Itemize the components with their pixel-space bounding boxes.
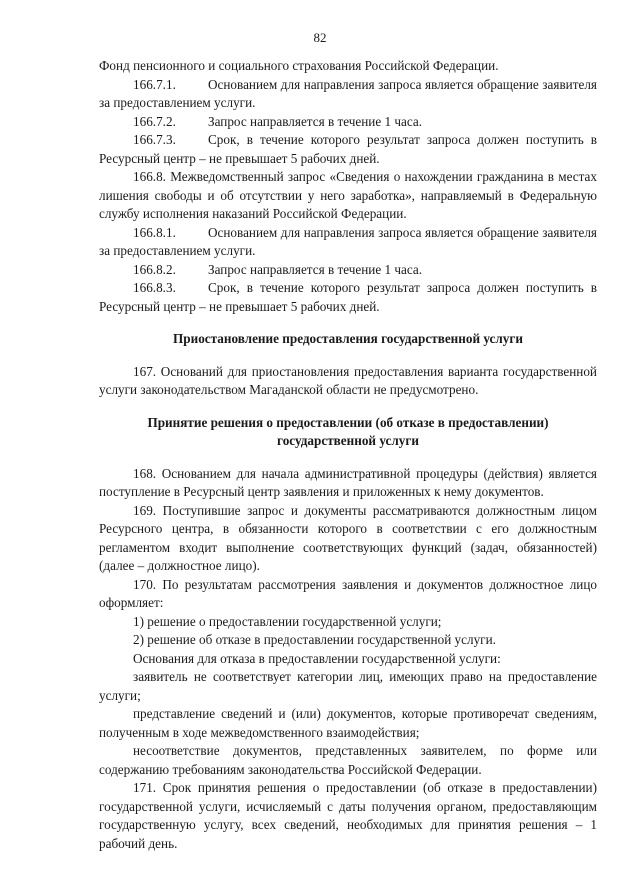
list-item-decision-grant: 1) решение о предоставлении государственной услуги; [133,613,442,629]
paragraph-170: 170. По результатам рассмотрения заявления и документов должностное лицо оформляет: [99,576,597,610]
clause-text: Основанием для направления запроса является обращение заявителя за предоставлением услуги. [99,224,597,258]
paragraph-fund: Фонд пенсионного и социального страхования Российской Федерации. [99,58,499,73]
clause-number: 166.8.1. [133,224,176,240]
clause-text: Основанием для направления запроса является обращение заявителя за предоставлением услуги. [99,76,597,110]
clause-number: 166.7.1. [133,76,176,92]
paragraph-166-7-1 [99,76,597,113]
list-item-ground-1: заявитель не соответствует категории лиц, имеющих право на предоставление услуги; [99,669,597,703]
paragraph-166-8-3 [99,279,597,316]
clause-number: 166.7.2. [133,113,176,129]
paragraph-grounds: Основания для отказа в предоставлении государственной услуги: [133,650,501,666]
list-item-ground-2: представление сведений и (или) документов, которые противоречат сведениям, полученным в ходе межведомственного взаимодействия; [99,706,597,740]
list-item-ground-3: несоответствие документов, представленных заявителем, по форме или содержанию требованиям законодательства Российской Федерации. [99,743,597,777]
clause-text: Запрос направляется в течение 1 часа. [208,113,423,129]
heading-decision: Принятие решения о предоставлении (об отказе в предоставлении) государственной услуги [147,414,549,448]
paragraph-166-8-1 [99,224,597,261]
clause-number: 166.7.3. [133,132,176,147]
list-item-decision-refuse: 2) решение об отказе в предоставлении государственной услуги. [133,632,496,647]
paragraph-169: 169. Поступившие запрос и документы рассматриваются должностным лицом Ресурсного центра, в обязанности которого в соответствии с его должностным регламентом входит выполнение соответствующих функций (задач, обязанностей) (далее – должностное лицо). [99,502,597,573]
document-body [99,57,597,853]
heading-suspension: Приостановление предоставления государственной услуги [173,331,523,346]
paragraph-166-7-3 [99,131,597,168]
page-number: 82 [313,30,327,45]
paragraph-171: 171. Срок принятия решения о предоставлении (об отказе в предоставлении) государственной услуги, исчисляемый с даты получения органом, предоставляющим государственную услугу, всех сведений, необходимых для принятия решения – 1 рабочий день. [99,780,597,851]
paragraph-166-7-2 [99,113,597,132]
clause-text: Срок, в течение которого результат запроса должен поступить в Ресурсный центр – не превышает 5 рабочих дней. [99,132,597,166]
paragraph-167: 167. Оснований для приостановления предоставления варианта государственной услуги законодательством Магаданской области не предусмотрено. [99,363,597,397]
paragraph-166-8-2 [99,261,597,280]
paragraph-168: 168. Основанием для начала административной процедуры (действия) является поступление в Ресурсный центр заявления и приложенных к нему документов. [99,465,597,499]
clause-number: 166.8.3. [133,280,176,295]
clause-number: 166.8.2. [133,261,176,277]
clause-text: Запрос направляется в течение 1 часа. [208,261,423,277]
paragraph-166-8: 166.8. Межведомственный запрос «Сведения о нахождении гражданина в местах лишения свободы и об отсутствии у него заработка», направляемый в Федеральную службу исполнения наказаний Российской Федерации. [99,169,597,221]
clause-text: Срок, в течение которого результат запроса должен поступить в Ресурсный центр – не превышает 5 рабочих дней. [99,280,597,314]
